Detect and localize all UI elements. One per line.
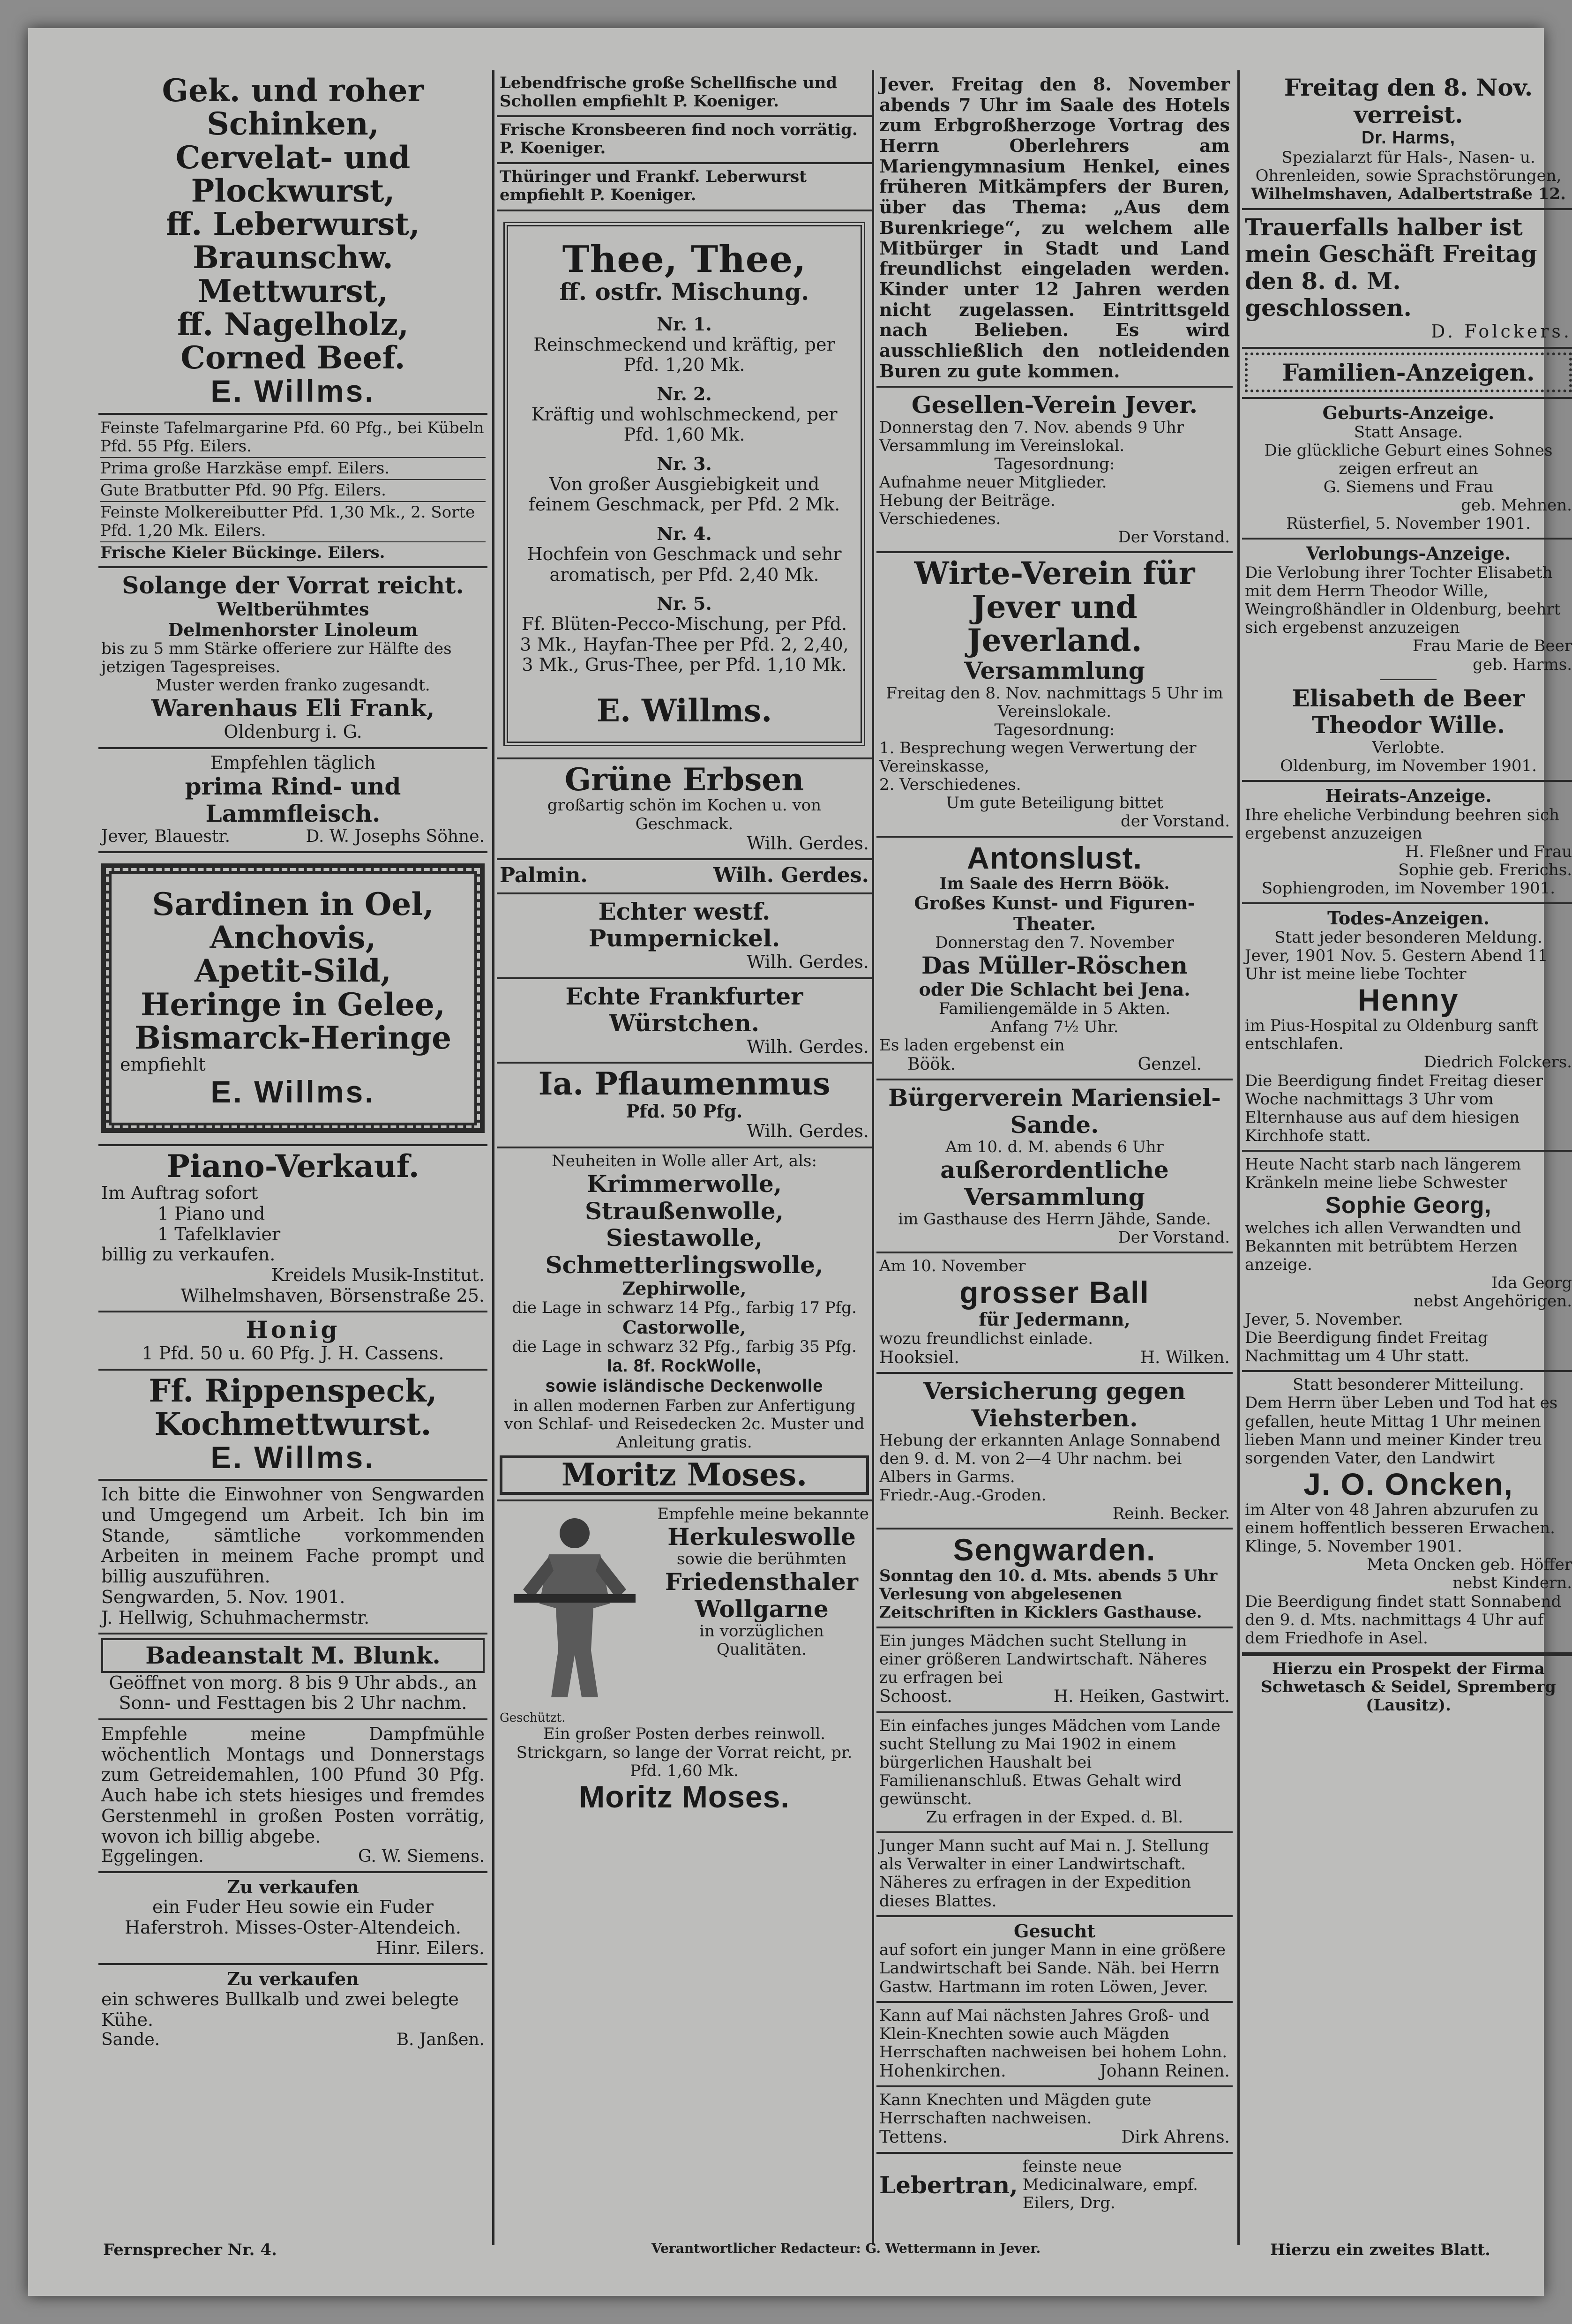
ad-eilers [98,415,487,569]
ad-line: im Gasthause des Herrn Jähde, Sande. [898,1210,1211,1229]
ad-line: empfiehlt [120,1054,206,1075]
ad-heading: Lebertran, [879,2171,1018,2199]
ad-body: Freitag den 8. Nov. nachmittags 5 Uhr im Vereinslokale. [886,683,1223,721]
ad-date: Jever, 5. November. [1245,1310,1403,1329]
ad-koeniger-2: Frische Kronsbeeren find noch vorrätig. P. Koeniger. [497,117,872,164]
ad-heading: Antonslust. [967,840,1142,875]
ad-heading: Bürgerverein Mariensiel-Sande. [888,1084,1221,1139]
item-text: Ff. Blüten-Pecco-Mischung, per Pfd. 3 Mk., Hayfan-Thee per Pfd. 2, 2,40, 3 Mk., Grus-Thee, per Pfd. 1,10 Mk. [520,613,849,675]
ad-heading: Piano-Verkauf. [166,1148,419,1185]
ad-line: Feinste Tafelmargarine Pfd. 60 Pfg., bei Kübeln Pfd. 55 Pfg. Eilers. [100,418,486,458]
ad-rippenspeck [98,1371,487,1481]
ad-tod-sophie [1242,1152,1572,1372]
ad-body: Empfehle meine Dampfmühle wöchentlich Montags und Donnerstags zum Getreidemahlen, 100 Pfund 30 Pfg. Auch habe ich stets hiesiges und fremdes Gerstenmehl in großen Posten vorrätig, wovon ich billig abgebe. [101,1724,485,1847]
footer-editor: Verantwortlicher Redacteur: G. Wettermann in Jever. [651,2241,1041,2256]
ad-name: Dr. Harms, [1361,128,1456,148]
ad-body: Ich bitte die Einwohner von Sengwarden und Umgegend um Arbeit. Ich bin im Stande, sämtliche vorkommenden Arbeiten in meinem Fache prompt und billig auszuführen. [101,1484,485,1587]
ad-sign: Wilh. Gerdes. [747,832,869,854]
ad-honig [98,1312,487,1370]
ad-sign: Ida Georg [1491,1273,1572,1292]
ad-heading: Todes-Anzeigen. [1327,907,1490,929]
item-number: Nr. 5. [657,593,712,615]
ad-maedchen-1 [876,1628,1233,1713]
ad-body: ein schweres Bullkalb und zwei belegte Kühe. [101,1989,459,2030]
column-4 [1242,70,1572,1719]
ad-line: Das Müller-Röschen [921,952,1188,980]
ad-piano [98,1146,487,1312]
ad-rind [98,749,487,853]
ad-line: Muster werden franko zugesandt. [156,676,430,695]
ad-line: 1 Tafelklavier [157,1223,281,1244]
ad-maedchen-2 [876,1713,1233,1834]
ad-place: Hohenkirchen. [879,2061,1006,2081]
ad-line: Heute Nacht starb nach längerem Kränkeln meine liebe Schwester [1245,1155,1521,1192]
firm-name: Moritz Moses. [500,1455,869,1494]
ad-body: großartig schön im Kochen u. von Geschmack. [547,796,822,833]
ad-line: Ia. 8f. RockWolle, [607,1356,762,1376]
ad-heading: Versicherung gegen Viehsterben. [923,1377,1186,1432]
ad-line: Braunschw. Mettwurst, [193,239,393,309]
footer-phone: Fernsprecher Nr. 4. [103,2241,277,2259]
ad-sign: Wilh. Gerdes. [713,863,869,888]
ad-place: Schoost. [879,1687,952,1707]
ad-date: Sengwarden, 5. Nov. 1901. [101,1586,345,1607]
ad-sign: Wilh. Gerdes. [747,1036,869,1057]
ad-subheading: ff. ostfr. Mischung. [559,278,809,306]
ad-sign: G. W. Siemens. [358,1847,485,1867]
ad-line: Um gute Beteiligung bittet [946,794,1163,813]
ad-subheading: Versammlung [964,657,1145,685]
column-rule [1237,70,1240,2245]
ad-dr-harms [1242,70,1572,210]
item-number: Nr. 3. [657,453,712,475]
ad-date: Rüsterfiel, 5. November 1901. [1286,514,1531,533]
ad-sign: Sophie geb. Frerichs. [1398,860,1572,879]
ad-line: Gek. und roher Schinken, [162,72,424,142]
ad-lebertran [876,2154,1233,2217]
ad-knechte-2 [876,2087,1233,2154]
ad-name: Henny [1357,982,1460,1017]
ad-vortrag: Jever. Freitag den 8. November abends 7 Uhr im Saale des Hotels zum Erbgroßherzoge Vortrag des Herrn Oberlehrers am Mariengymnasium Henkel, eines früheren Mitkämpfers der Buren, über das Thema: „Aus dem Burenkriege“, zu welchem alle Mitbürger in Stadt und Land freundlichst eingeladen werden. Kinder unter 12 Jahren werden nicht zugelassen. Eintrittsgeld nach Belieben. Es wird ausschließlich den notleidenden Buren zu gute kommen. [876,70,1233,388]
ad-trauerfall [1242,210,1572,349]
ad-blunk [98,1634,487,1720]
ad-sign: nebst Angehörigen. [1413,1291,1572,1311]
ad-sign: H. Heiken, Gastwirt. [1053,1687,1230,1707]
ad-line: im Alter von 48 Jahren abzurufen zu einem hoffentlich besseren Erwachen. [1245,1500,1555,1538]
ad-line: ff. Leberwurst, [166,206,420,243]
ad-line: Statt besonderer Mitteilung. [1293,1375,1524,1394]
ad-name: J. O. Oncken, [1303,1466,1513,1501]
ad-line: Krimmerwolle, Straußenwolle, [584,1170,784,1225]
ad-line: Tagesordnung: [994,720,1115,739]
ad-gesellenverein [876,388,1233,553]
ad-wirteverein [876,553,1233,837]
ad-antonslust [876,838,1233,1081]
ad-place: Jever, Blauestr. [101,827,231,847]
ad-line: Neuheiten in Wolle aller Art, als: [552,1151,817,1170]
ad-heading: Sengwarden. [953,1532,1156,1567]
ad-place: Hooksiel. [879,1348,959,1367]
item-text: Kräftig und wohlschmeckend, per Pfd. 1,60 Mk. [531,404,838,445]
decorative-border [101,863,485,1133]
section-familien [1242,349,1572,399]
ad-gesucht [876,1917,1233,2003]
ad-sign: Hinr. Eilers. [375,1937,485,1958]
ad-heading: Echte Frankfurter Würstchen. [565,982,803,1037]
ad-name: Sophie Georg, [1325,1192,1492,1219]
ad-line: Heringe in Gelee, [141,986,445,1023]
column-rule [492,70,494,2245]
ad-body: bis zu 5 mm Stärke offeriere zur Hälfte des jetzigen Tagespreises. [101,639,452,677]
ad-date: Klinge, 5. November 1901. [1245,1537,1462,1556]
ad-heading: Friedensthaler Wollgarne [665,1568,859,1623]
ad-line: Familiengemälde in 5 Akten. [938,999,1171,1018]
ad-koeniger-1: Lebendfrische große Schellfische und Schollen empfiehlt P. Koeniger. [497,70,872,117]
ad-sign: Böök. [907,1054,956,1074]
ad-heading: Honig [246,1316,340,1344]
ad-sengwarden [876,1529,1233,1628]
ad-body: Ein junges Mädchen sucht Stellung in einer größeren Landwirtschaft. Näheres zu erfragen bei [879,1632,1207,1687]
ad-line: Statt jeder besonderen Meldung. [1274,928,1542,947]
ad-body: auf sofort ein junger Mann in eine größere Landwirtschaft bei Sande. Näh. bei Herrn Gastw. Hartmann im roten Löwen, Jever. [879,1941,1226,1996]
ad-heading: Geburts-Anzeige. [1322,402,1495,424]
ad-heading: Grüne Erbsen [564,761,804,798]
ad-body: Spezialarzt für Hals-, Nasen- u. Ohrenleiden, sowie Sprachstörungen, [1255,148,1562,185]
image-caption: Geschützt. [500,1710,566,1725]
ad-sign: G. Siemens und Frau [1323,478,1494,497]
ad-line: Prima große Harzkäse empf. Eilers. [100,458,486,480]
ad-line: Bismarck-Heringe [134,1019,452,1056]
ad-line: Delmenhorster Linoleum [168,619,418,640]
ad-place: Tettens. [879,2128,948,2147]
ad-sign: Johann Reinen. [1100,2061,1230,2081]
ad-line: außerordentliche Versammlung [940,1156,1169,1211]
ad-knechte-1 [876,2003,1233,2088]
ad-line: welches ich allen Verwandten und Bekannten mit betrübtem Herzen anzeige. [1245,1218,1521,1274]
column-3 [876,70,1233,2217]
ad-heading: Solange der Vorrat reicht. [122,571,464,600]
item-text: Von großer Ausgiebigkeit und feinem Geschmack, per Pfd. 2 Mk. [528,473,840,515]
ad-heu [98,1873,487,1965]
ad-body: Sonntag den 10. d. Mts. abends 5 Uhr Verlesung von abgelesenen Zeitschriften in Kicklers Gasthause. [879,1566,1218,1622]
ad-palmin [497,860,872,894]
ad-body: in allen modernen Farben zur Anfertigung von Schlaf- und Reisedecken 2c. Muster und Anleitung gratis. [504,1396,865,1452]
ad-heirat [1242,782,1572,904]
ad-date: Am 10. November [879,1257,1026,1276]
ad-heading: Echter westf. Pumpernickel. [588,897,780,952]
ad-date: Oldenburg, im November 1901. [1280,756,1537,775]
ad-line: im Pius-Hospital zu Oldenburg sanft entschlafen. [1245,1016,1538,1054]
ad-line: Verlobte. [1372,738,1445,757]
ad-line: Dem Herrn über Leben und Tod hat es gefallen, heute Mittag 1 Uhr meinen lieben Mann und meiner Kinder treu sorgenden Vater, den Landwirt [1245,1394,1558,1468]
newspaper-page [28,28,1572,2296]
ad-sign: D. Folckers. [1430,321,1572,342]
ad-line: in vorzüglichen Qualitäten. [699,1622,824,1659]
ad-wuerstchen [497,979,872,1064]
ad-schinken [98,70,487,415]
ad-line: Verschiedenes. [879,510,1001,529]
ad-line: 1 Piano und [157,1203,265,1224]
ad-tod-oncken [1242,1372,1572,1654]
ad-sign: D. W. Josephs Söhne. [306,827,485,847]
ad-line: wozu freundlichst einlade. [879,1329,1093,1348]
ad-koeniger-3: Thüringer und Frankf. Leberwurst empfiehlt P. Koeniger. [497,164,872,211]
ad-heading: Gesellen-Verein Jever. [911,391,1198,419]
ad-sign: der Vorstand. [1121,812,1230,831]
ad-pumpernickel [497,894,872,979]
ad-sign: Kreidels Musik-Institut. [271,1265,485,1286]
ad-siemens [98,1720,487,1873]
ad-hellwig [98,1481,487,1634]
ad-line: Anchovis, [210,919,376,956]
ad-line: Im Saale des Herrn Böök. [939,874,1170,893]
ad-line: Hebung der Beiträge. [879,491,1055,510]
ad-line: Die Beerdigung findet statt Sonnabend den 9. d. Mts. nachmittags 4 Uhr auf dem Friedhofe in Asel. [1245,1592,1562,1648]
ad-sign: Wilh. Gerdes. [747,1121,869,1142]
notice-prospekt: Hierzu ein Prospekt der Firma Schwetasch & Seidel, Spremberg (Lausitz). [1242,1654,1572,1719]
divider [1380,679,1437,680]
ad-date: Sophiengroden, im November 1901. [1261,878,1556,898]
ad-body: Kann auf Mai nächsten Jahres Groß- und Klein-Knechten sowie auch Mägden Herrschaften nachweisen bei hohem Lohn. [879,2006,1228,2062]
ad-line: Im Auftrag sofort [101,1183,258,1204]
ad-line: für Jedermann, [979,1308,1130,1330]
ad-line: Donnerstag den 7. November [935,933,1174,952]
ad-sign: Diedrich Folckers. [1423,1053,1572,1072]
ad-body: Hebung der erkannten Anlage Sonnabend den 9. d. M. von 2—4 Uhr nachm. bei Albers in Garms. [879,1431,1221,1487]
ad-sign: Genzel. [1138,1054,1202,1074]
ad-verlobung [1242,540,1572,781]
ad-ball [876,1253,1233,1374]
ad-line: billig zu verkaufen. [101,1244,276,1265]
ad-line: sowie isländische Deckenwolle [545,1376,823,1396]
ad-body: Trauerfalls halber ist mein Geschäft Freitag den 8. d. M. geschlossen. [1245,213,1537,322]
ad-line: oder Die Schlacht bei Jena. [919,978,1190,1000]
ad-line: Ff. Rippenspeck, [149,1372,437,1409]
ad-body: Ein einfaches junges Mädchen vom Lande sucht Stellung zu Mai 1902 in einem bürgerlichen Haushalt bei Familienanschluß. Etwas Gehalt wird gewünscht. [879,1716,1220,1809]
firm-name: E. Willms. [210,1440,375,1475]
ad-line: 1. Besprechung wegen Verwertung der Vereinskasse, [879,739,1197,776]
ad-line: Kochmettwurst. [154,1405,432,1442]
footer-second-sheet: Hierzu ein zweites Blatt. [1270,2241,1490,2259]
decorative-frame [503,222,865,747]
ad-line: Feinste Molkereibutter Pfd. 1,30 Mk., 2. Sorte Pfd. 1,20 Mk. Eilers. [100,502,486,542]
ad-line: Empfehle meine bekannte [657,1504,869,1523]
ad-heading: Herkuleswolle [667,1522,856,1551]
ad-thee [497,211,872,760]
ad-sign: J. Hellwig, Schuhmachermstr. [101,1607,370,1628]
column-2 [497,70,872,1818]
ad-line: Frische Kieler Bückinge. Eilers. [100,543,385,562]
ad-body: Ein großer Posten derbes reinwoll. Strickgarn, so lange der Vorrat reicht, pr. Pfd. 1,60 Mk. [516,1724,853,1780]
ad-place: Eggelingen. [101,1847,204,1867]
ad-heading: Wirte-Verein für Jever und Jeverland. [914,555,1195,659]
ad-heading: Zu verkaufen [227,1876,359,1897]
ad-buergerverein [876,1080,1233,1253]
ad-sign: Wilh. Gerdes. [747,951,869,972]
ad-sign: Reinh. Becker. [1112,1504,1230,1523]
ad-body: Donnerstag den 7. Nov. abends 9 Uhr Versammlung im Vereinslokal. [879,418,1184,455]
ad-line: Statt Ansage. [1354,422,1463,442]
item-text: Hochfein von Geschmack und sehr aromatisch, per Pfd. 2,40 Mk. [527,543,842,585]
ad-heading: Palmin. [500,863,588,888]
ad-address: Wilhelmshaven, Adalbertstraße 12. [1251,184,1566,203]
ad-sardinen [98,853,487,1146]
ad-geburt [1242,399,1572,540]
ad-heading: Gesucht [1014,1920,1095,1942]
ad-line: Siestawolle, Schmetterlingswolle, [545,1224,823,1279]
ad-price: Pfd. 50 Pfg. [626,1100,743,1122]
ad-wolle [497,1148,872,1501]
firm-name: Moritz Moses. [579,1779,790,1814]
ad-line: Apetit-Sild, [195,952,391,990]
ad-sign: nebst Kindern. [1452,1574,1572,1593]
ad-line: 2. Verschiedenes. [879,775,1021,795]
ad-line: Aufnahme neuer Mitglieder. [879,473,1107,492]
ad-line: Empfehlen täglich [210,752,376,773]
item-number: Nr. 2. [657,383,712,405]
ad-line: Cervelat- und Plockwurst, [175,139,411,209]
ad-sign: H. Wilken. [1140,1348,1230,1367]
ad-place: Sande. [101,2030,160,2050]
ad-line: die Lage in schwarz 14 Pfg., farbig 17 Pfg. [512,1298,857,1317]
ad-place: Friedr.-Aug.-Groden. [879,1486,1047,1505]
ad-heading: Thee, Thee, [562,238,807,281]
ad-heading: prima Rind- und Lammfleisch. [185,772,401,827]
ad-linoleum [98,568,487,749]
column-rule [872,70,874,2245]
ad-line: Zu erfragen in der Exped. d. Bl. [926,1808,1183,1827]
ad-heading: Zu verkaufen [227,1968,359,1990]
item-number: Nr. 1. [657,313,712,335]
ad-line: Sardinen in Oel, [152,885,434,922]
ad-bullkalb [98,1965,487,2054]
ad-sign: geb. Harms. [1473,655,1572,674]
ad-sign: Frau Marie de Beer [1412,637,1572,656]
ad-tod-henny [1242,904,1572,1152]
ad-sign: Wilhelmshaven, Börsenstraße 25. [180,1285,485,1306]
ad-line: die Lage in schwarz 32 Pfg., farbig 35 Pfg. [512,1337,857,1356]
ad-herkules [497,1501,872,1818]
ad-body: Geöffnet von morg. 8 bis 9 Uhr abds., an Sonn- und Festtagen bis 2 Uhr nachm. [109,1672,477,1714]
ad-line: ff. Nagelholz, [177,306,409,343]
ad-sign: Dirk Ahrens. [1121,2128,1230,2147]
strongman-illustration-icon [504,1510,645,1707]
ad-line: Tagesordnung: [994,455,1115,473]
item-number: Nr. 4. [657,523,712,545]
ad-heading: Heirats-Anzeige. [1325,785,1492,806]
ad-erbsen [497,759,872,860]
ad-body: feinste neue Medicinalware, empf. Eilers, Drg. [1022,2157,1198,2213]
firm-name: E. Willms. [596,692,772,729]
column-1 [98,70,487,2054]
ad-line: Castorwolle, [622,1316,746,1338]
ad-line: Corned Beef. [180,339,405,376]
ad-place: Oldenburg i. G. [224,721,362,742]
ad-sign: B. Janßen. [396,2030,485,2050]
ad-heading: Freitag den 8. Nov. verreist. [1284,74,1533,128]
firm-name: E. Willms. [210,1074,375,1109]
ad-heading: grosser Ball [959,1274,1150,1310]
ad-line: Großes Kunst- und Figuren-Theater. [914,892,1195,934]
ad-viehversicherung [876,1374,1233,1529]
ad-sign: Meta Oncken geb. Höffer [1367,1555,1572,1574]
ad-sign: Der Vorstand. [1118,1228,1230,1247]
firm-name: E. Willms. [210,374,375,409]
ad-name: Elisabeth de Beer [1292,684,1525,712]
ad-sign: Der Vorstand. [1118,528,1230,547]
section-heading: Familien-Anzeigen. [1245,352,1572,393]
ad-line: Am 10. d. M. abends 6 Uhr [945,1138,1164,1157]
ad-body: ein Fuder Heu sowie ein Fuder Haferstroh. Misses-Oster-Altendeich. [125,1897,461,1938]
ad-heading: Badeanstalt M. Blunk. [101,1638,485,1673]
ad-line: Es laden ergebenst ein [879,1035,1065,1055]
ad-body: Kann Knechten und Mägden gute Herrschaften nachweisen. [879,2091,1152,2128]
ad-heading: Ia. Pflaumenmus [538,1065,831,1102]
ad-heading: Verlobungs-Anzeige. [1306,543,1511,564]
item-text: Reinschmeckend und kräftig, per Pfd. 1,20 Mk. [533,334,835,375]
ad-body: Die Verlobung ihrer Tochter Elisabeth mit dem Herrn Theodor Wille, Weingroßhändler in Oldenburg, beehrt sich ergebenst anzuzeigen [1245,563,1561,637]
ad-line: Die Beerdigung findet Freitag Nachmittag um 4 Uhr statt. [1245,1328,1488,1366]
firm-name: Warenhaus Eli Frank, [151,694,435,722]
ad-line: Die Beerdigung findet Freitag dieser Woche nachmittags 3 Uhr vom Elternhause aus auf dem hiesigen Kirchhofe statt. [1245,1071,1543,1145]
ad-line: Jever, 1901 Nov. 5. Gestern Abend 11 Uhr ist meine liebe Tochter [1245,946,1548,983]
ad-verwalter: Junger Mann sucht auf Mai n. J. Stellung als Verwalter in einer Landwirtschaft. Näheres zu erfragen in der Expedition dieses Blattes. [876,1833,1233,1917]
ad-name: Theodor Wille. [1311,711,1505,739]
ad-body: Ihre eheliche Verbindung beehren sich ergebenst anzuzeigen [1245,805,1559,843]
ad-line: Gute Bratbutter Pfd. 90 Pfg. Eilers. [100,480,486,502]
ad-line: Anfang 7½ Uhr. [990,1017,1119,1036]
ad-line: Weltberühmtes [217,598,369,620]
ad-sign: H. Fleßner und Frau [1405,842,1572,861]
ad-pflaumenmus [497,1064,872,1148]
ad-line: Zephirwolle, [622,1278,747,1299]
ad-body: 1 Pfd. 50 u. 60 Pfg. J. H. Cassens. [142,1342,444,1364]
ad-sign: geb. Mehnen. [1461,496,1572,515]
ad-line: Die glückliche Geburt eines Sohnes zeigen erfreut an [1264,441,1553,479]
ad-line: sowie die berühmten [676,1550,847,1569]
